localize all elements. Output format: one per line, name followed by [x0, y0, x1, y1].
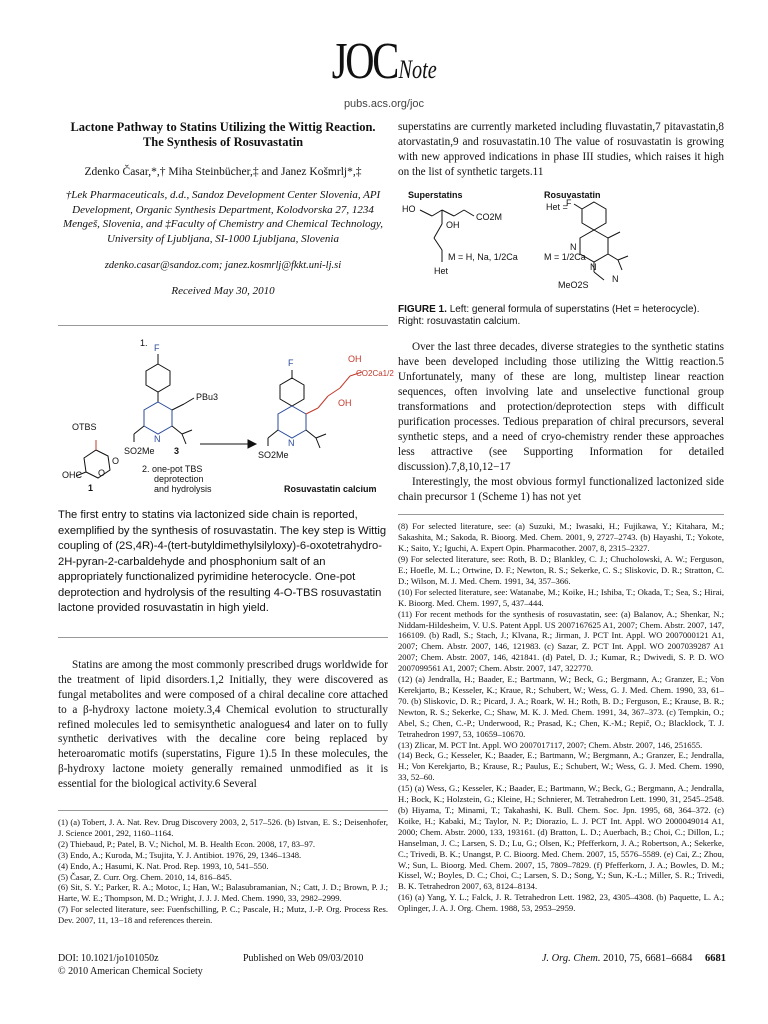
- figure-het-eq: Het =: [546, 201, 568, 212]
- copyright: © 2010 American Chemical Society: [58, 965, 203, 977]
- citation: 2010, 75, 6681–6684: [603, 953, 693, 964]
- body-paragraph-continued: superstatins are currently marketed including fluvastatin,7 pitavastatin,8 atorvastatin,9 and rosuvastatin.10 The value of rosuvastatin is growing with new approved indications in phase III studies, which raises it high on the list of synthetic targets.11: [398, 121, 724, 178]
- figure-m-right: M = 1/2Ca: [544, 251, 586, 262]
- footer-citation: [500, 953, 726, 964]
- reaction-scheme: [58, 326, 394, 498]
- footnote: (7) For selected literature, see: Fuenfschilling, P. C.; Pascale, H.; Mutz, J.-P. Org. Process Res. Dev. 2007, 11, 13−18 and references therein.: [58, 904, 388, 926]
- reagent-number: 3: [174, 446, 180, 457]
- article-title: Lactone Pathway to Statins Utilizing the Wittig Reaction. The Synthesis of Rosuvastatin: [70, 120, 376, 149]
- figure-caption-label: FIGURE 1.: [398, 303, 447, 315]
- product-co2: CO2Ca1/2: [356, 369, 394, 379]
- footnote: (13) Zlicar, M. PCT Int. Appl. WO 2007017117, 2007; Chem. Abstr. 2007, 146, 251655.: [398, 739, 703, 750]
- step2c-label: and hydrolysis: [154, 484, 212, 495]
- footnote: (5) Časar, Z. Curr. Org. Chem. 2010, 14, 816–845.: [58, 871, 232, 882]
- footnote: (12) (a) Jendralla, H.; Baader, E.; Bartmann, W.; Beck, G.; Bergmann, A.; Granzer, E.; Von Kerekjarto, B.; Kesseler, K.; Kraue, R.; Schubert, W.; Wess, G. J. Med. Chem. 1990, 33, 61–70. (b) Sliskovic, D. R.; Picard, J. A.; Roark, W. H.; Roth, B. D.; Ferguson, E.; Krause, B. R.; Newton, R. S.; Sekerke, C.; Shaw, M. K. J. Med. Chem. 1991, 34, 367–373. (c) Tempkin, O.; Abel, S.; Chen, C.-P.; Underwood, R.; Prasad, K.; Chen, K.-M.; Repič, O.; Blacklock, T. J. Tetrahedron 1997, 53, 10659–10670.: [398, 674, 724, 739]
- published-date: Published on Web 09/03/2010: [243, 953, 364, 964]
- figure-f: F: [566, 197, 572, 208]
- footnote: (16) (a) Yang, Y. L.; Falck, J. R. Tetrahedron Lett. 1982, 23, 4305–4308. (b) Paquette, L. A.; Oplinger, J. A. J. Org. Chem. 1988, 53, 2953–2959.: [398, 892, 724, 914]
- body-paragraph-2: Over the last three decades, diverse strategies to the synthetic statins have been developed including those utilizing the Wittig reaction.5 Unfortunately, many of these are long, multistep linear reaction sequences, often involving late and unselective functional group transformations and protection/deprotection steps with difficult purification processes. Tedious preparation of chiral precursors, several synthetic steps, and a need of cryo-chemistry render these approaches less attractive (see Supporting Information for detailed discussion).7,8,10,12−17: [398, 341, 724, 473]
- otbs-label: OTBS: [72, 422, 97, 433]
- start-number: 1: [88, 483, 94, 494]
- masthead: [0, 33, 768, 110]
- footnote: (1) (a) Tobert, J. A. Nat. Rev. Drug Discovery 2003, 2, 517–526. (b) Istvan, E. S.; Deisenhofer, J. Science 2001, 292, 1160–1164.: [58, 817, 388, 838]
- footer-doi-block: [58, 953, 203, 978]
- footnote: (15) (a) Wess, G.; Kesseler, K.; Baader, E.; Bartmann, W.; Beck, G.; Bergmann, A.; Jendralla, H.; Bock, K.; Holzstein, G.; Kleine, H.; Schnierer, M. Tetrahedron Lett. 1990, 31, 2545–2548. (b) Hiyama, T.; Minami, T.; Takahashi, K. Bull. Chem. Soc. Jpn. 1995, 68, 364–372. (c) Koike, H.; Kabaki, M.; Taylor, N. P.; Diorazio, L. J. PCT Int. Appl. WO 2000049014 A1, 2000; Chem. Abstr. 2000, 133, 193161. (d) Bratton, L. D.; Auerbach, B.; Choi, C.; Dillon, L.; Hanselman, J. C.; Larsen, S. D.; Lu, G.; Olsen, K.; Pfefferkorn, J. A.; Robertson, A.; Sekerke, C.; Trivedi, B. K.; Unangst, P. C. Bioorg. Med. Chem. 2007, 15, 5576–5589. (e) Cai, Z.; Zhou, W.; Sun, L. Bioorg. Med. Chem. 2007, 15, 7809–7829. (f) Pfefferkorn, J. A.; Bowles, D. M.; Kissel, W.; Boyles, D. C.; Choi, C.; Larsen, S. D.; Song, Y.; Sun, K.-L.; Miller, S. R.; Trivedi, B. K. Tetrahedron 2007, 63, 8124–8134.: [398, 783, 724, 892]
- figure-n3: N: [612, 273, 619, 284]
- figure-oh: OH: [446, 219, 460, 230]
- figure-right-title: Rosuvastatin: [544, 189, 601, 200]
- footnote: (14) Beck, G.; Kesseler, K.; Baader, E.; Bartmann, W.; Bergmann, A.; Granzer, E.; Jendralla, H.; Von Kerekjarto, B.; Krause, R.; Paulus, E.; Schubert, W.; Wess, G. J. Med. Chem. 1990, 33, 52–60.: [398, 750, 724, 783]
- doi[interactable]: DOI: 10.1021/jo101050z: [58, 953, 159, 964]
- reagent-n: N: [154, 434, 161, 445]
- footnotes-right: [398, 514, 724, 914]
- figure-meo2s: MeO2S: [558, 279, 589, 290]
- reagent-pbu3: PBu3: [196, 392, 219, 403]
- article-affiliation: †Lek Pharmaceuticals, d.d., Sandoz Development Center Slovenia, API Development, Organic Synthesis Department, Kolodvorska 27, 1234 Mengeš, Slovenia, and ‡Faculty of Chemistry and Chemical Technology, University of Ljubljana, SI-1000 Ljubljana, Slovenia: [62, 189, 384, 245]
- page-number: 6681: [705, 953, 726, 964]
- left-column: [58, 120, 394, 926]
- right-column: [398, 120, 724, 914]
- step2b-label: deprotection: [154, 474, 204, 485]
- figure-1-caption: [398, 304, 724, 329]
- product-oh2: OH: [338, 398, 352, 409]
- logo-note: Note: [398, 55, 437, 84]
- footnote: (4) Endo, A.; Hasumi, K. Nat. Prod. Rep. 1993, 10, 541–550.: [58, 860, 269, 871]
- article-authors: Zdenko Časar,*,† Miha Steinbücher,‡ and Janez Košmrlj*,‡: [84, 166, 362, 178]
- figure-m-left: M = H, Na, 1/2Ca: [448, 251, 518, 262]
- product-f: F: [288, 358, 294, 369]
- footnote: (3) Endo, A.; Kuroda, M.; Tsujita, Y. J. Antibiot. 1976, 29, 1346–1348.: [58, 849, 302, 860]
- footnote: (6) Sit, S. Y.; Parker, R. A.; Motoc, I.; Han, W.; Balasubramanian, N.; Catt, J. D.; Brown, P. J.; Harte, W. E.; Thompson, M. D.; Wright, J. J. J. Med. Chem. 1990, 33, 2982–2999.: [58, 882, 388, 904]
- reagent-so2me: SO2Me: [124, 446, 155, 457]
- ohc-label: OHC: [62, 470, 82, 481]
- journal-url[interactable]: pubs.acs.org/joc: [343, 98, 425, 110]
- figure-co2m: CO2M: [476, 211, 503, 222]
- journal-name: J. Org. Chem.: [541, 953, 601, 964]
- received-date: Received May 30, 2010: [171, 285, 275, 298]
- body-paragraph-3: Interestingly, the most obvious formyl functionalized lactonized side chain precursor 1 (Scheme 1) has not yet: [398, 475, 724, 503]
- figure-het: Het: [434, 265, 449, 276]
- toc-graphic: [58, 325, 394, 498]
- product-name: Rosuvastatin calcium: [284, 484, 377, 495]
- figure-1: [398, 188, 724, 300]
- journal-logo: [331, 33, 437, 94]
- product-oh1: OH: [348, 354, 362, 365]
- footnote: (10) For selected literature, see: Watanabe, M.; Koike, H.; Ishiba, T.; Okada, T.; Sea, S.; Hirai, K. Bioorg. Med. Chem. 1997, 5, 437–444.: [398, 586, 724, 608]
- product-so2me: SO2Me: [258, 450, 289, 461]
- figure-1-graphic: [398, 188, 724, 300]
- footnote: (2) Thiebaud, P.; Patel, B. V.; Nichol, M. B. Health Econ. 2008, 17, 83–97.: [58, 838, 316, 849]
- reagent-f: F: [154, 343, 160, 354]
- step1-label: 1.: [140, 338, 148, 349]
- lactone-o2: O: [112, 456, 120, 467]
- figure-caption-text: Left: general formula of superstatins (Het = heterocycle). Right: rosuvastatin calcium.: [398, 303, 700, 328]
- footnotes-left: [58, 810, 388, 926]
- footnote: (8) For selected literature, see: (a) Suzuki, M.; Iwasaki, H.; Fujikawa, Y.; Kitahara, M.; Sakashita, M.; Sakoda, R. Bioorg. Med. Chem. 2001, 9, 2727–2743. (b) Hayashi, T.; Yokote, K.; Saito, Y.; Iguchi, A. Expert Opin. Pharmacother. 2007, 8, 2315–2327.: [398, 521, 724, 554]
- figure-n1: N: [570, 241, 577, 252]
- footnote: (9) For selected literature, see: Roth, B. D.; Blankley, C. J.; Chucholowski, A. W.; Ferguson, E.; Hoefle, M. L.; Ortwine, D. F.; Newton, R. S.; Sekerke, C. S.; Sliskovic, D. R.; Stratton, C. D.; Wilson, M. J. Med. Chem. 1991, 34, 357–366.: [398, 554, 724, 586]
- figure-n2: N: [590, 261, 597, 272]
- abstract: The first entry to statins via lactonized side chain is reported, exemplified by the synthesis of rosuvastatin. The key step is Wittig coupling of (2S,4R)-4-(tert-butyldimethylsilyloxy)-6-oxotetrahydro-2H-pyran-2-carbaldehyde and phosphonium salt of an appropriately functionalized pyrimidine heterocycle. One-pot deprotection and hydrolysis of the resulting 4-O-TBS rosuvastatin lactone provided rosuvastatin in high yield.: [58, 508, 388, 638]
- body-paragraph-1: Statins are among the most commonly prescribed drugs worldwide for the treatment of lipid disorders.1,2 Initially, they were discovered as fungal metabolites and were composed of a chiral decaline core attached to a β-hydroxy lactone moiety.3,4 Chemical evolution to structurally refined molecules led to semisynthetic analogues4 and later on to fully synthetic derivatives with the decaline core being replaced by heteroaromatic motifs (superstatins, Figure 1).5 In these molecules, the β-hydroxy lactone moiety generally remained unmodified as it is essential for the biological activity.6 Several: [58, 658, 388, 791]
- logo-main: JOC: [331, 33, 397, 90]
- figure-ho: HO: [402, 203, 416, 214]
- product-n: N: [288, 438, 295, 449]
- footnote: (11) For recent methods for the synthesis of rosuvastatin, see: (a) Balanov, A.; Shenkar, N.; Niddam-Hildesheim, V. U.S. Patent Appl. US 2007167625 A1, 2007; Chem. Abstr. 2007, 147, 166109. (b) Radl, S.; Stach, J.; Klvana, R.; Jirman, J. PCT Int. Appl. WO 2007000121 A1, 2007; Chem. Abstr. 2007, 146, 121983. (c) Sazar, Z. PCT Int. Appl. WO 2007039287 A1 2007; Chem. Abstr. 2007, 146, 421841. (d) Patel, D. J.; Kumar, R.; Dwivedi, S. P. D. WO 2007099561 A1, 2007; Chem. Abstr. 2007, 147, 322770.: [398, 608, 724, 674]
- author-emails[interactable]: zdenko.casar@sandoz.com; janez.kosmrlj@fkkt.uni-lj.si: [104, 260, 342, 272]
- figure-left-title: Superstatins: [408, 189, 463, 200]
- lactone-o1: O: [98, 468, 106, 479]
- step2-label: 2. one-pot TBS: [142, 464, 203, 475]
